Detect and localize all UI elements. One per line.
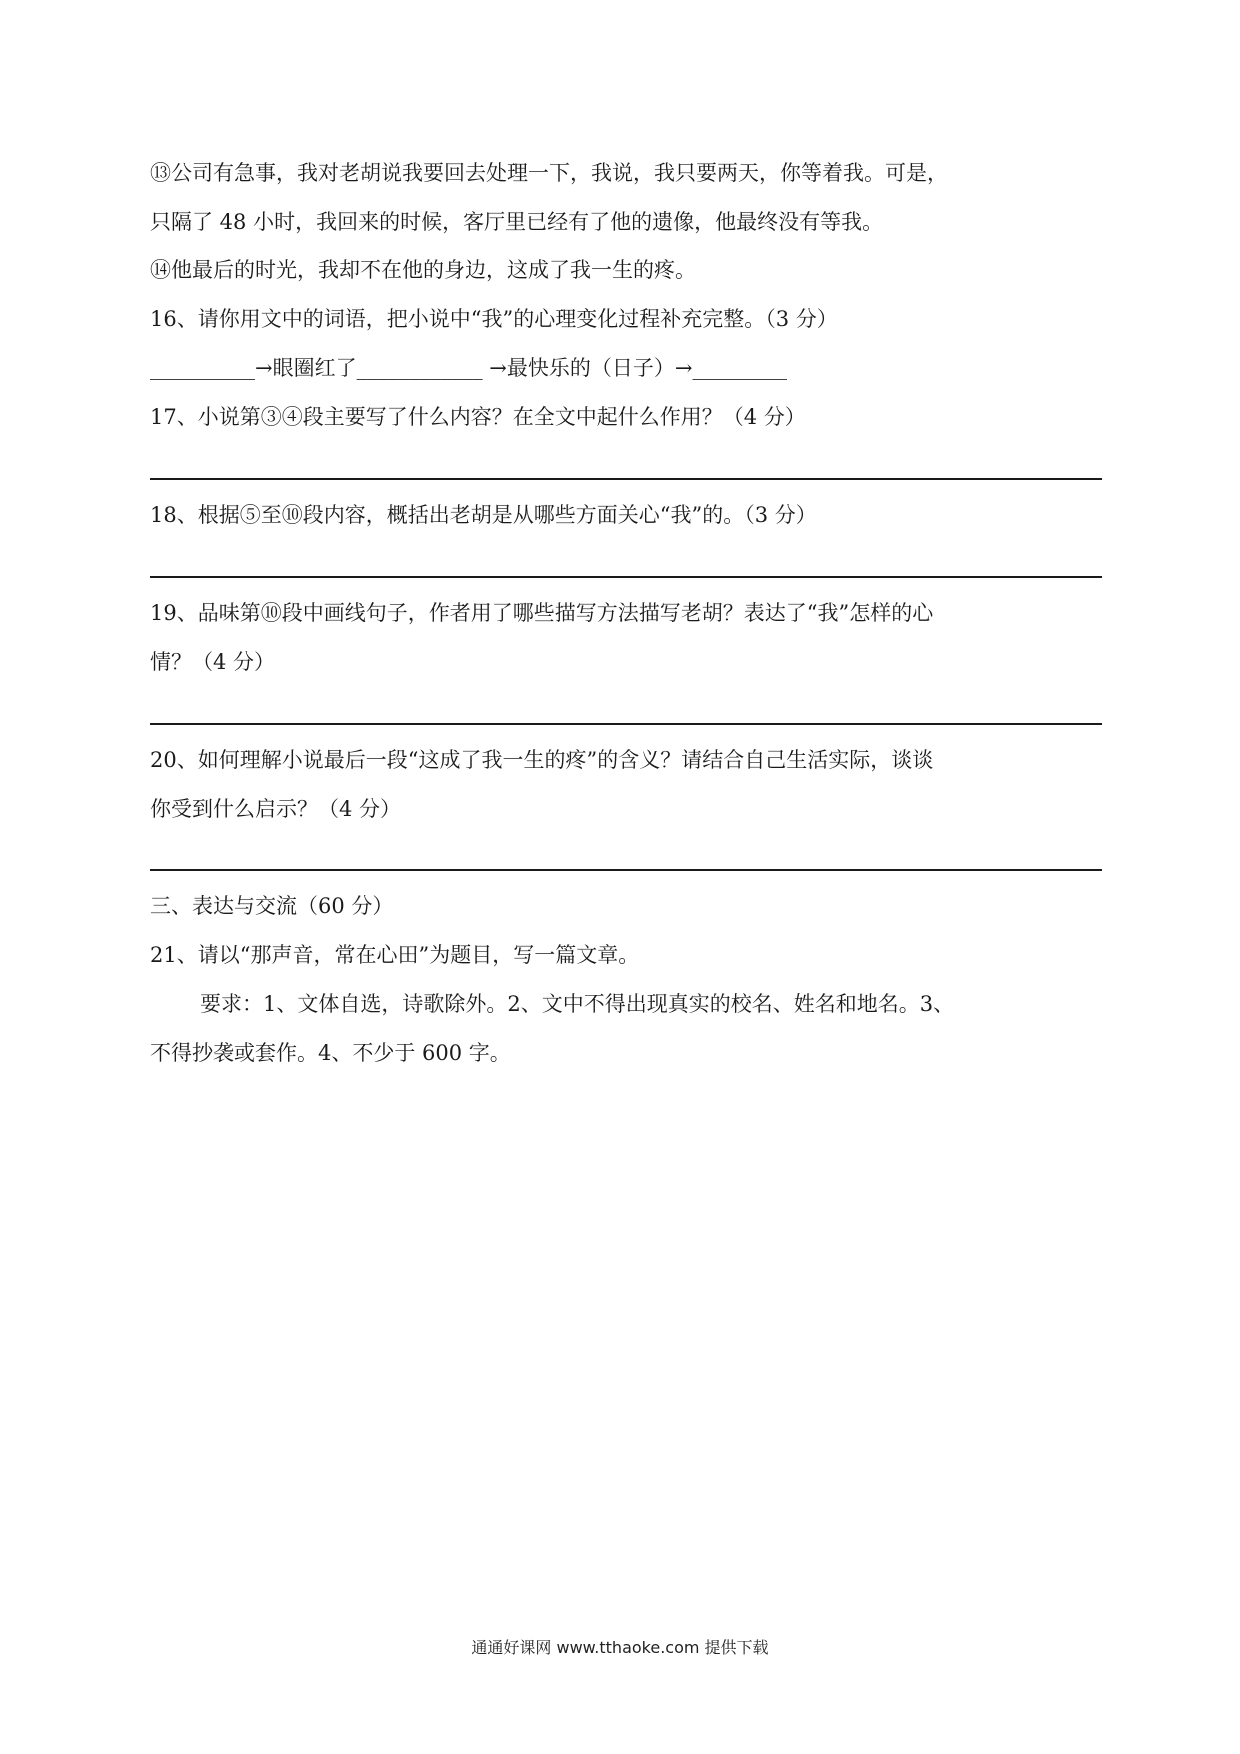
page-footer: 通通好课网 www.tthaoke.com 提供下载 [471,1638,769,1657]
question-21-requirements-line-2: 不得抄袭或套作。4、不少于 600 字。 [150,1041,511,1065]
question-21-requirements-line-1: 要求：1、文体自选，诗歌除外。2、文中不得出现真实的校名、姓名和地名。3、 [200,992,955,1016]
question-17: 17、小说第③④段主要写了什么内容？在全文中起什么作用？（4 分） [150,405,806,429]
question-20-line-1: 20、如何理解小说最后一段“这成了我一生的疼”的含义？请结合自己生活实际，谈谈 [150,748,934,772]
question-18: 18、根据⑤至⑩段内容，概括出老胡是从哪些方面关心“我”的。（3 分） [150,503,817,527]
question-19-line-2: 情？（4 分） [150,650,276,674]
passage-paragraph-13-line-1: ⑬公司有急事，我对老胡说我要回去处理一下，我说，我只要两天，你等着我。可是， [150,161,948,185]
section-3-heading: 三、表达与交流（60 分） [150,894,394,918]
passage-paragraph-13-line-2: 只隔了 48 小时，我回来的时候，客厅里已经有了他的遗像，他最终没有等我。 [150,210,884,234]
answer-line-19[interactable] [150,723,1102,725]
answer-line-17[interactable] [150,478,1102,480]
answer-line-18[interactable] [150,576,1102,578]
question-16: 16、请你用文中的词语，把小说中“我”的心理变化过程补充完整。（3 分） [150,307,838,331]
question-16-blanks[interactable]: __________→眼圈红了____________ →最快乐的（日子）→_________ [150,356,787,380]
question-19-line-1: 19、品味第⑩段中画线句子，作者用了哪些描写方法描写老胡？表达了“我”怎样的心 [150,601,934,625]
answer-line-20[interactable] [150,869,1102,871]
passage-paragraph-14: ⑭他最后的时光，我却不在他的身边，这成了我一生的疼。 [150,258,696,282]
question-20-line-2: 你受到什么启示？（4 分） [150,797,402,821]
question-21: 21、请以“那声音，常在心田”为题目，写一篇文章。 [150,943,640,967]
